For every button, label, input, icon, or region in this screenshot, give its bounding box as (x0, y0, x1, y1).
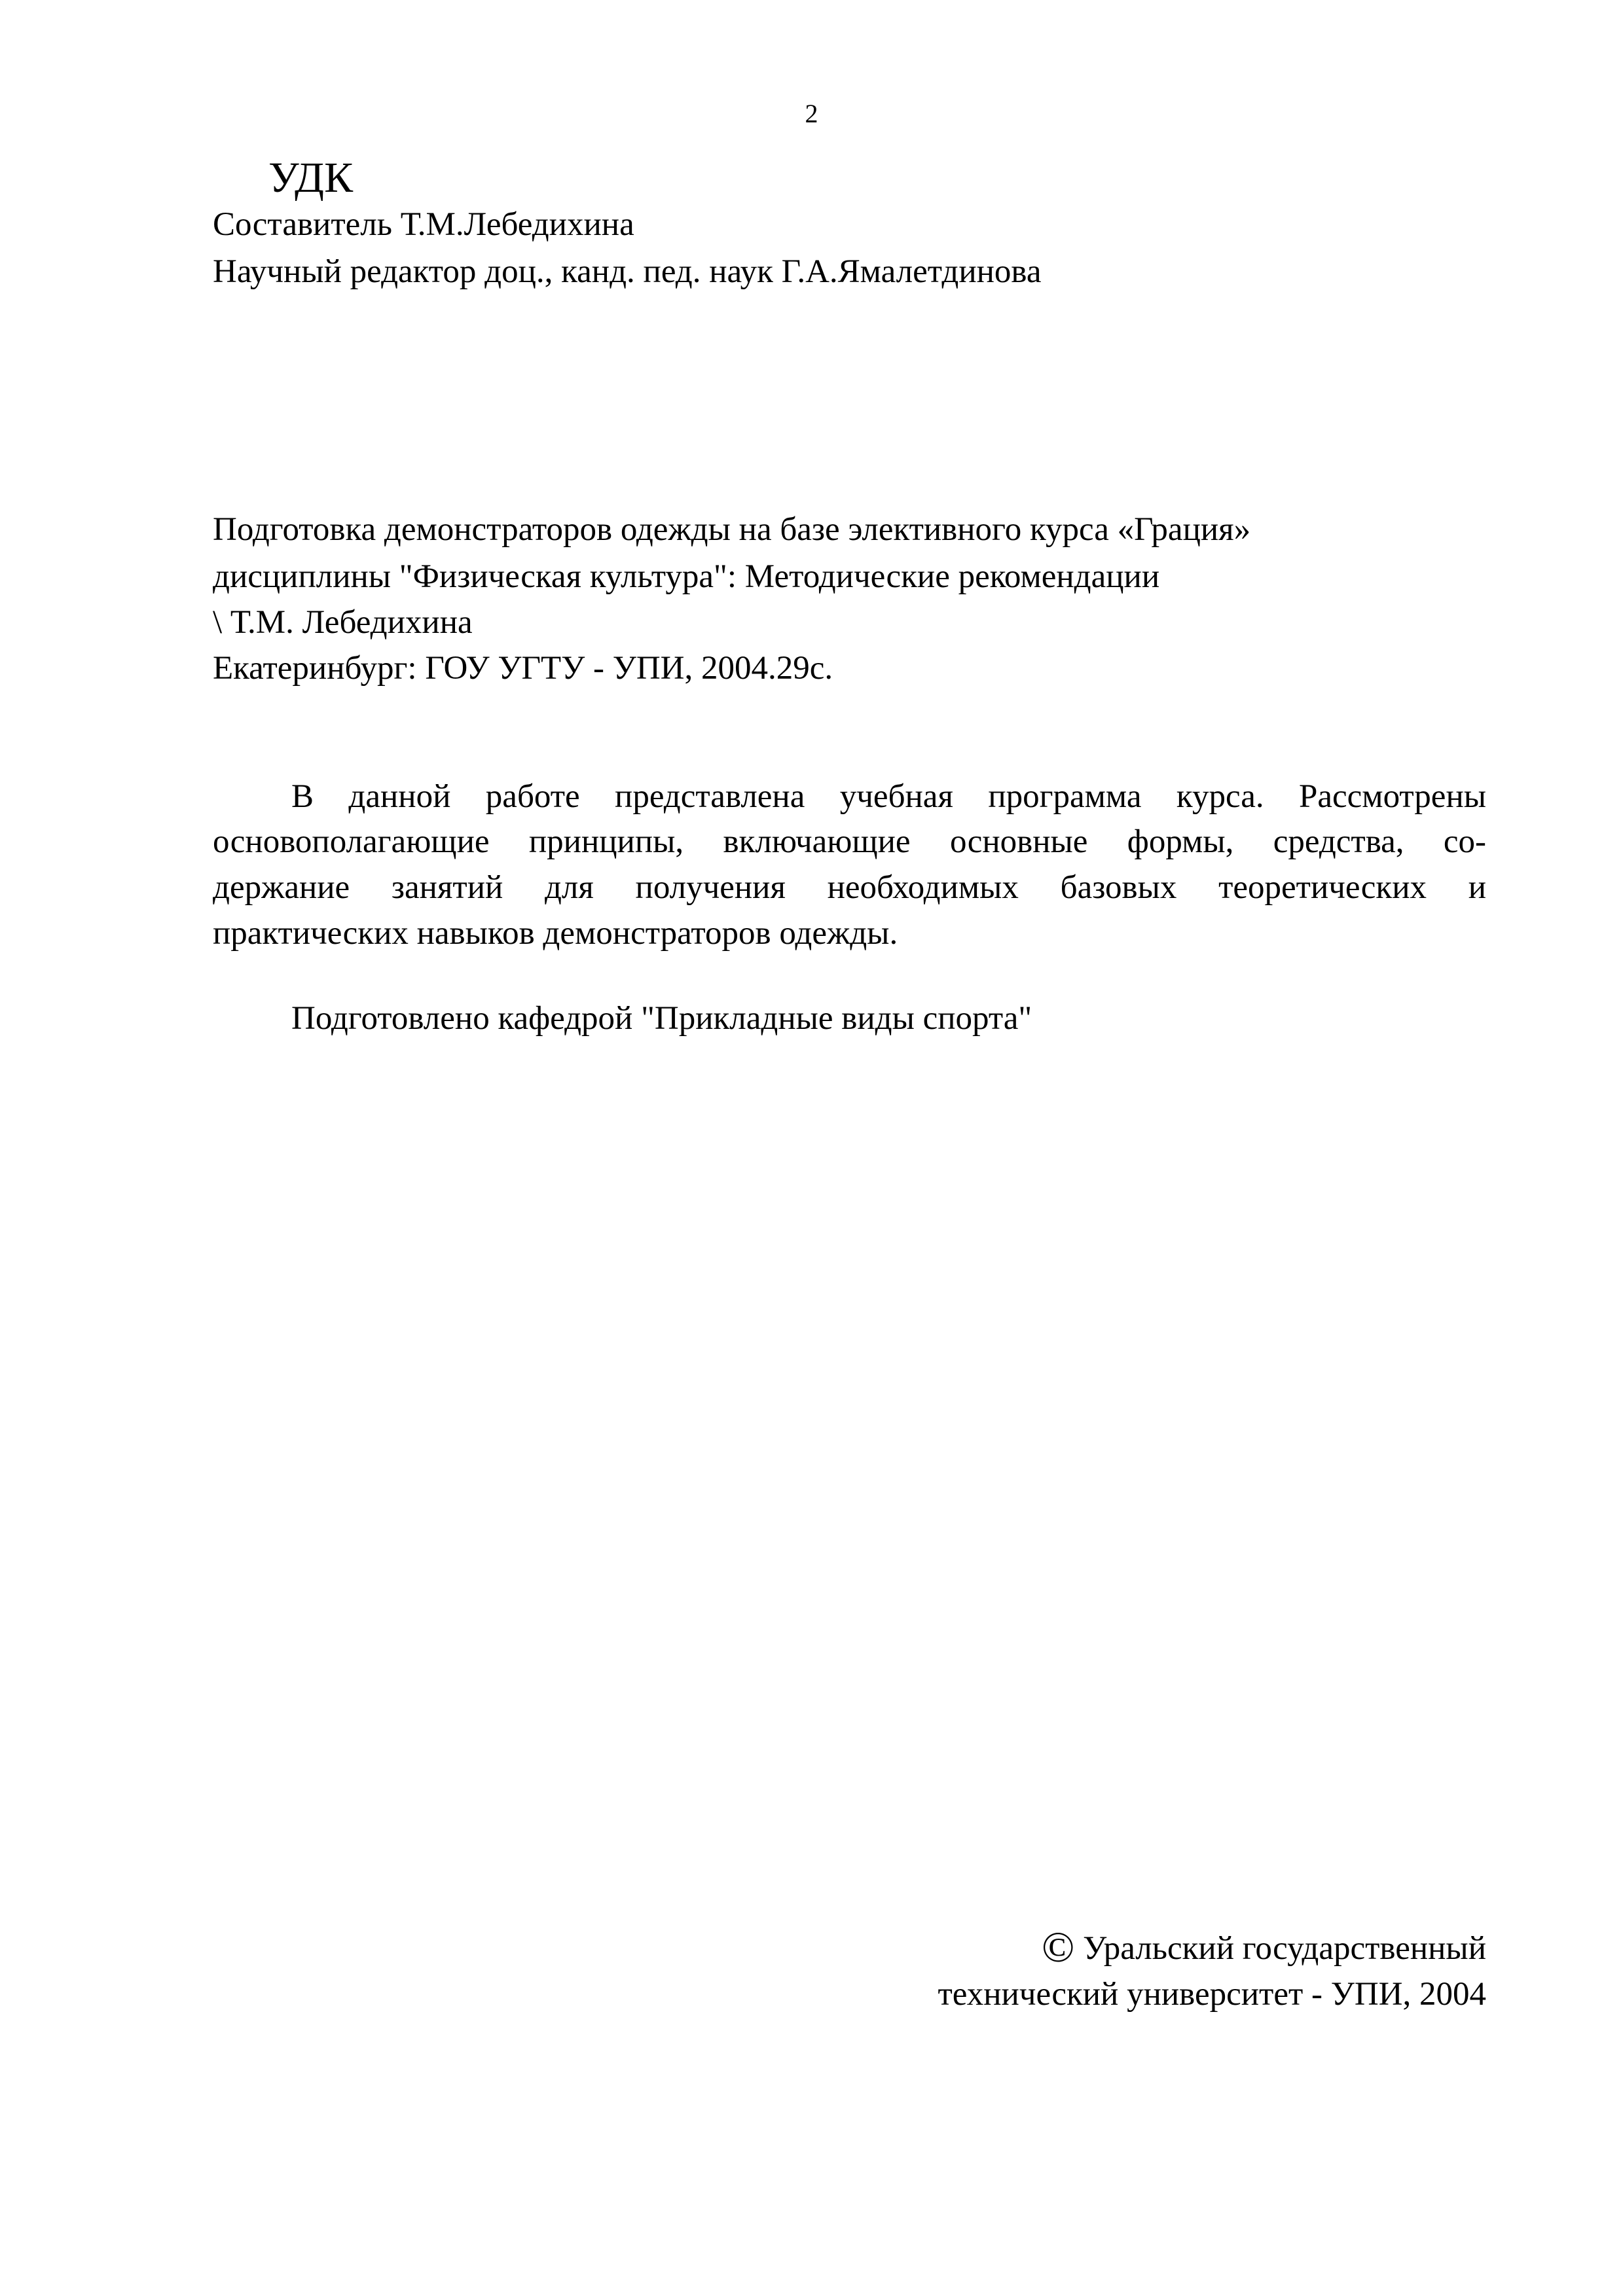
copyright-text-1: Уральский государственный (1083, 1930, 1486, 1967)
compiler-line: Составитель Т.М.Лебедихина (213, 206, 634, 243)
abstract-line-3: держание занятий для получения необходимых базовых теоретических и (213, 869, 1486, 906)
copyright-line-2: технический университет - УПИ, 2004 (938, 1976, 1486, 2013)
prepared-by-line: Подготовлено кафедрой "Прикладные виды спорта" (291, 1000, 1032, 1037)
udk-label: УДК (268, 154, 354, 202)
copyright-line-1 (1042, 1924, 1486, 1971)
editor-line: Научный редактор доц., канд. пед. наук Г.А.Ямалетдинова (213, 253, 1042, 290)
citation-line-2: дисциплины "Физическая культура": Методические рекомендации (213, 558, 1160, 595)
citation-line-4: Екатеринбург: ГОУ УГТУ - УПИ, 2004.29с. (213, 650, 833, 687)
citation-line-1: Подготовка демонстраторов одежды на базе элективного курса «Грация» (213, 511, 1251, 548)
abstract-line-1: В данной работе представлена учебная программа курса. Рассмотрены (291, 778, 1486, 815)
copyright-symbol: © (1042, 1924, 1075, 1971)
citation-line-3: \ Т.М. Лебедихина (213, 604, 473, 641)
abstract-line-4: практических навыков демонстраторов одежды. (213, 915, 898, 952)
abstract-line-2: основополагающие принципы, включающие основные формы, средства, со- (213, 823, 1486, 860)
page-number: 2 (805, 99, 818, 128)
